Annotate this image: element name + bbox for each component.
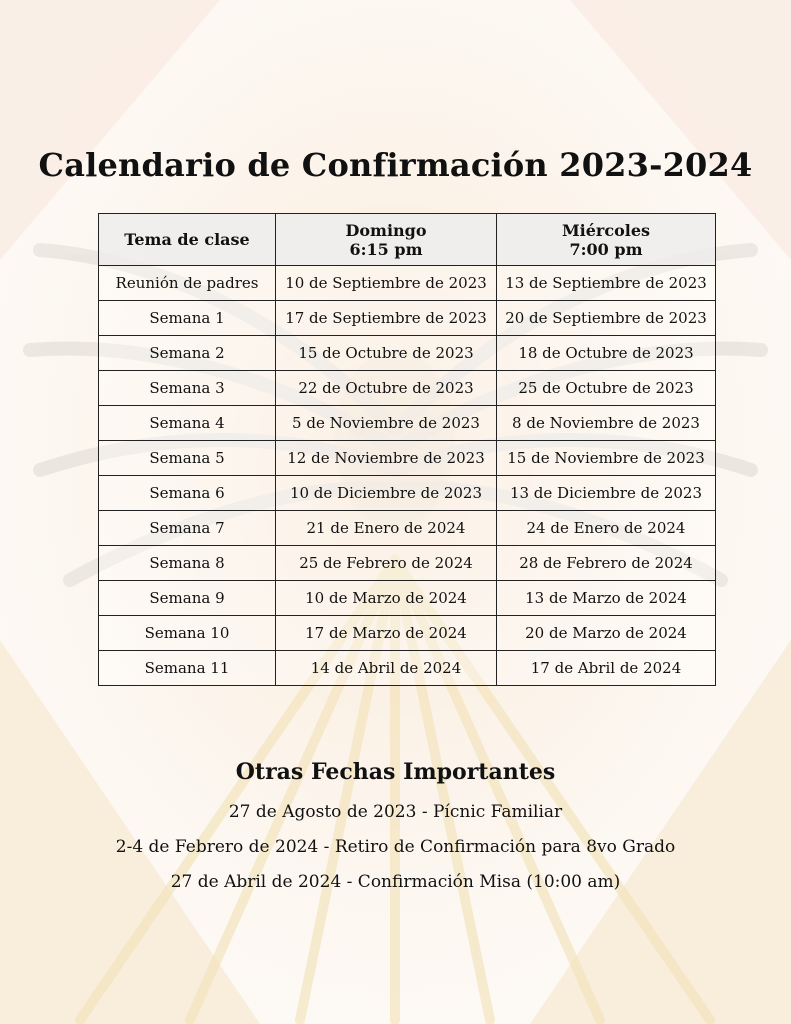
cell-topic: Semana 5	[99, 441, 276, 476]
other-date-item: 2-4 de Febrero de 2024 - Retiro de Confirmación para 8vo Grado	[115, 837, 676, 857]
cell-wednesday-date: 8 de Noviembre de 2023	[497, 406, 716, 441]
header-wednesday-day: Miércoles	[561, 220, 651, 240]
cell-wednesday-date: 17 de Abril de 2024	[497, 651, 716, 686]
cell-wednesday-date: 28 de Febrero de 2024	[497, 546, 716, 581]
table-row	[99, 441, 716, 476]
cell-sunday-date: 10 de Diciembre de 2023	[276, 476, 497, 511]
cell-sunday-date: 15 de Octubre de 2023	[276, 336, 497, 371]
cell-sunday-date: 14 de Abril de 2024	[276, 651, 497, 686]
table-row	[99, 406, 716, 441]
header-wednesday-time: 7:00 pm	[569, 239, 643, 259]
table-row	[99, 336, 716, 371]
header-sunday-day: Domingo	[345, 220, 427, 240]
cell-topic: Semana 9	[99, 581, 276, 616]
cell-wednesday-date: 18 de Octubre de 2023	[497, 336, 716, 371]
other-dates-list	[0, 800, 791, 905]
cell-wednesday-date: 25 de Octubre de 2023	[497, 371, 716, 406]
other-dates-title: Otras Fechas Importantes	[235, 759, 556, 785]
cell-sunday-date: 22 de Octubre de 2023	[276, 371, 497, 406]
table-header-row	[99, 214, 716, 266]
cell-sunday-date: 17 de Marzo de 2024	[276, 616, 497, 651]
table-row	[99, 266, 716, 301]
table-row	[99, 371, 716, 406]
schedule-table	[98, 213, 716, 686]
cell-sunday-date: 21 de Enero de 2024	[276, 511, 497, 546]
header-sunday	[276, 214, 497, 266]
cell-topic: Semana 3	[99, 371, 276, 406]
cell-wednesday-date: 13 de Marzo de 2024	[497, 581, 716, 616]
header-topic: Tema de clase	[99, 214, 276, 266]
cell-topic: Reunión de padres	[99, 266, 276, 301]
other-date-item: 27 de Abril de 2024 - Confirmación Misa (10:00 am)	[170, 872, 621, 892]
cell-sunday-date: 5 de Noviembre de 2023	[276, 406, 497, 441]
cell-sunday-date: 17 de Septiembre de 2023	[276, 301, 497, 336]
table-row	[99, 651, 716, 686]
cell-wednesday-date: 20 de Septiembre de 2023	[497, 301, 716, 336]
cell-wednesday-date: 13 de Septiembre de 2023	[497, 266, 716, 301]
cell-wednesday-date: 13 de Diciembre de 2023	[497, 476, 716, 511]
cell-wednesday-date: 24 de Enero de 2024	[497, 511, 716, 546]
table-row	[99, 616, 716, 651]
schedule-body	[99, 266, 716, 686]
cell-topic: Semana 2	[99, 336, 276, 371]
table-row	[99, 476, 716, 511]
cell-wednesday-date: 15 de Noviembre de 2023	[497, 441, 716, 476]
cell-topic: Semana 6	[99, 476, 276, 511]
table-row	[99, 581, 716, 616]
document-title: Calendario de Confirmación 2023-2024	[38, 146, 753, 184]
cell-topic: Semana 11	[99, 651, 276, 686]
cell-topic: Semana 4	[99, 406, 276, 441]
cell-sunday-date: 25 de Febrero de 2024	[276, 546, 497, 581]
table-row	[99, 301, 716, 336]
cell-topic: Semana 10	[99, 616, 276, 651]
cell-topic: Semana 1	[99, 301, 276, 336]
table-row	[99, 546, 716, 581]
cell-topic: Semana 8	[99, 546, 276, 581]
header-sunday-time: 6:15 pm	[349, 239, 423, 259]
table-row	[99, 511, 716, 546]
other-date-item: 27 de Agosto de 2023 - Pícnic Familiar	[228, 802, 563, 822]
cell-sunday-date: 10 de Marzo de 2024	[276, 581, 497, 616]
cell-wednesday-date: 20 de Marzo de 2024	[497, 616, 716, 651]
cell-topic: Semana 7	[99, 511, 276, 546]
header-wednesday	[497, 214, 716, 266]
cell-sunday-date: 10 de Septiembre de 2023	[276, 266, 497, 301]
cell-sunday-date: 12 de Noviembre de 2023	[276, 441, 497, 476]
